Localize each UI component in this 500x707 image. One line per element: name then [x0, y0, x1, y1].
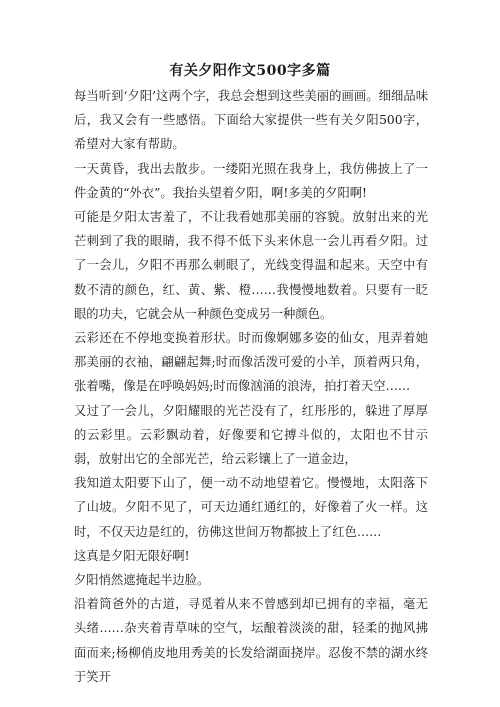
paragraph: 每当听到‘夕阳’这两个字，我总会想到这些美丽的画画。细细品味后，我又会有一些感悟。下面给大家提供一些有关夕阳500字，希望对大家有帮助。 — [74, 89, 428, 152]
paragraph: 我知道太阳要下山了，便一动不动地望着它。慢慢地，太阳落下了山坡。夕阳不见了，可天边通红通红的，好像着了火一样。这时，不仅天边是红的，彷佛这世间万物都披上了红色…… — [74, 476, 428, 539]
paragraph: 这真是夕阳无限好啊! — [74, 548, 190, 563]
paragraph: 沿着筒爸外的古道，寻觅着从来不曾感到却已拥有的幸福，毫无头绪……杂夹着青草味的空气，坛酿着淡淡的甜，轻柔的抛风拂面而来;杨柳俏皮地用秀美的长发给湖面挠岸。忍俊不禁的湖水终于笑开 — [74, 597, 428, 684]
paragraph: 又过了一会儿，夕阳耀眼的光芒没有了，红彤彤的，躲进了厚厚的云彩里。云彩飘动着，好像要和它搏斗似的，太阳也不甘示弱，放射出它的全部光芒，给云彩镶上了一道金边， — [74, 403, 428, 467]
document-title: 有关夕阳作文500字多篇 — [169, 63, 331, 79]
document-body — [74, 84, 428, 689]
paragraph: 云彩还在不停地变换着形状。时而像婀娜多姿的仙女，甩弄着她那美丽的衣袖，翩翩起舞;时而像活泼可爱的小羊，顶着两只角，张着嘴，像是在呼唤妈妈;时而像汹涌的浪涛，拍打着天空…… — [74, 331, 428, 394]
paragraph: 一天黄昏，我出去散步。一缕阳光照在我身上，我仿佛披上了一件金黄的“外衣”。我抬头望着夕阳，啊!多美的夕阳啊! — [74, 161, 428, 200]
paragraph: 夕阳悄然遮掩起半边脸。 — [74, 573, 210, 588]
paragraph: 可能是夕阳太害羞了，不让我看她那美丽的容貌。放射出来的光芒刺到了我的眼睛，我不得不低下头来休息一会儿再看夕阳。过了一会儿，夕阳不再那么刺眼了，光线变得温和起来。天空中有数不清的颜色，红、黄、紫、橙……我慢慢地数着。只要有一眨眼的功夫，它就会从一种颜色变成另一种颜色。 — [74, 210, 428, 321]
